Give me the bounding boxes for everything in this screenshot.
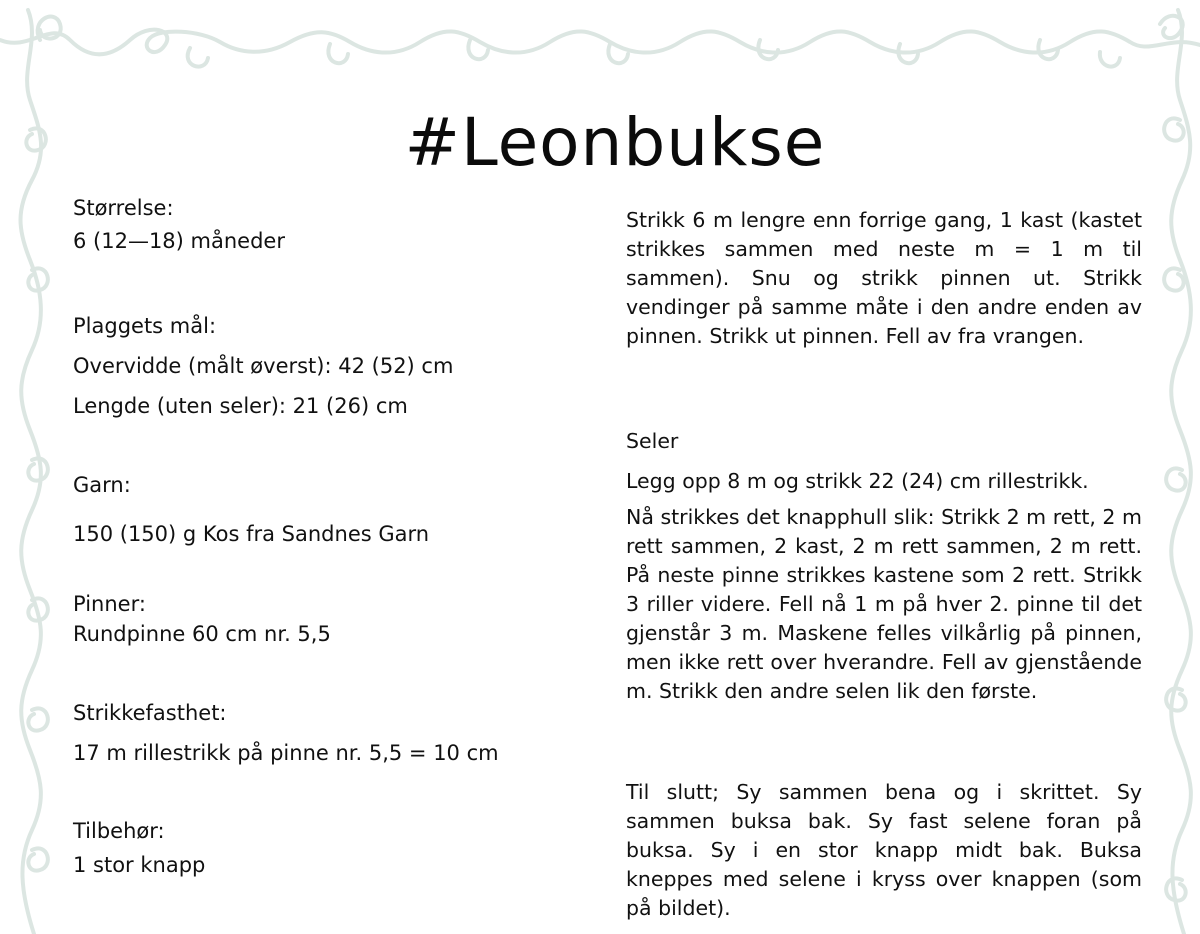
straps-cast-on: Legg opp 8 m og strikk 22 (24) cm rillestrikk. xyxy=(626,469,1089,493)
gauge-heading: Strikkefasthet: xyxy=(73,701,227,725)
measurement-length: Lengde (uten seler): 21 (26) cm xyxy=(73,394,408,418)
notions-value: 1 stor knapp xyxy=(73,853,206,877)
needles-value: Rundpinne 60 cm nr. 5,5 xyxy=(73,622,331,646)
size-value: 6 (12—18) måneder xyxy=(73,229,285,253)
gauge-value: 17 m rillestrikk på pinne nr. 5,5 = 10 cm xyxy=(73,741,499,765)
measurement-width: Overvidde (målt øverst): 42 (52) cm xyxy=(73,354,454,378)
finishing-instructions: Til slutt; Sy sammen bena og i skrittet. Sy sammen buksa bak. Sy fast selene foran på buksa. Sy i en stor knapp midt bak. Buksa kneppes med selene i kryss over knappen (som på bildet). xyxy=(626,780,1142,920)
straps-heading: Seler xyxy=(626,429,679,453)
needles-heading: Pinner: xyxy=(73,592,146,616)
measurements-heading: Plaggets mål: xyxy=(73,314,217,338)
yarn-heading: Garn: xyxy=(73,473,131,497)
instructions-paragraph-1: Strikk 6 m lengre enn forrige gang, 1 kast (kastet strikkes sammen med neste m = 1 m til sammen). Snu og strikk pinnen ut. Strikk vendinger på samme måte i den andre enden av pinnen. Strikk ut pinnen. Fell av fra vrangen. xyxy=(626,208,1142,348)
notions-heading: Tilbehør: xyxy=(73,819,165,843)
size-heading: Størrelse: xyxy=(73,196,174,220)
yarn-value: 150 (150) g Kos fra Sandnes Garn xyxy=(73,522,430,546)
buttonhole-instructions: Nå strikkes det knapphull slik: Strikk 2 m rett, 2 m rett sammen, 2 kast, 2 m rett sammen, 2 m rett. På neste pinne strikkes kastene som 2 rett. Strikk 3 riller videre. Fell nå 1 m på hver 2. pinne til det gjenstår 3 m. Maskene felles vilkårlig på pinnen, men ikke rett over hverandre. Fell av gjenstående m. Strikk den andre selen lik den første. xyxy=(626,505,1142,703)
page-title: #Leonbukse xyxy=(404,104,826,181)
